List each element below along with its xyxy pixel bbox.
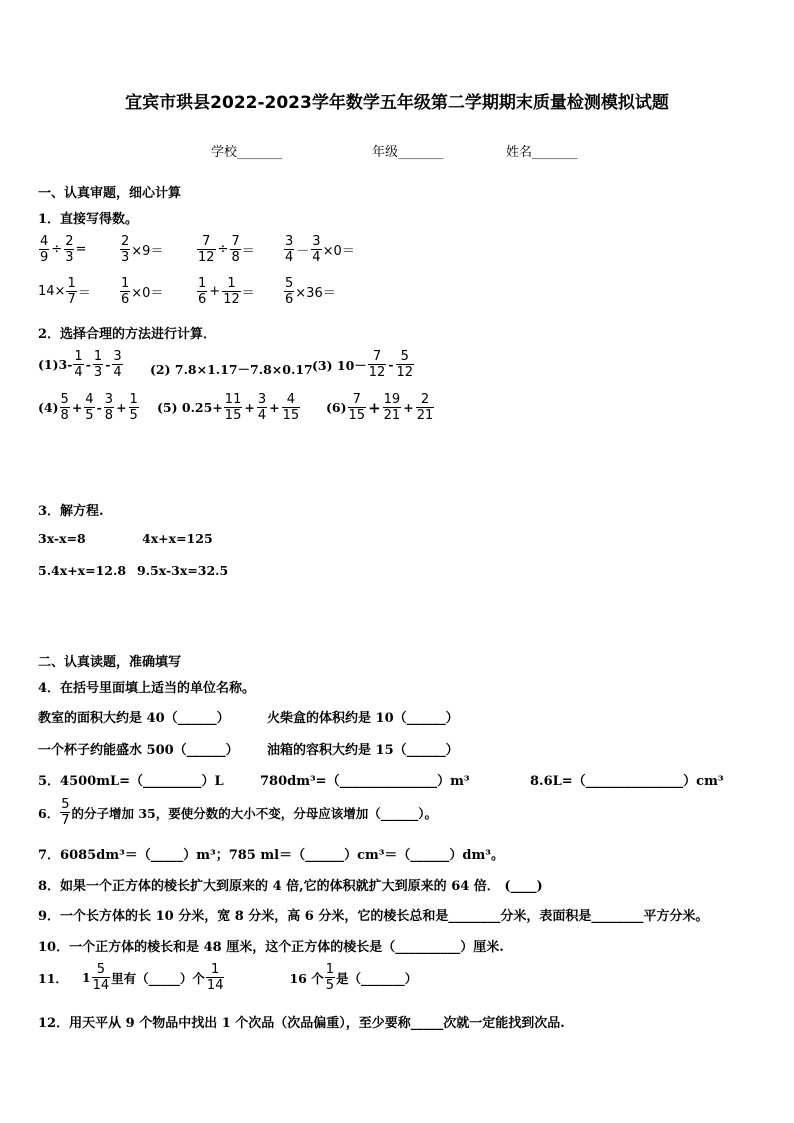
q1-expr-8: $\frac{5}{6}$ ×36＝ — [285, 276, 336, 307]
q2-problem-4: (4) $\frac{5}{8}$ + $\frac{4}{5}$ - $\frac{3}{8}$ + $\frac{1}{5}$ — [38, 392, 138, 423]
q1-expr-7: $\frac{1}{6}$ + $\frac{1}{12}$ ＝ — [198, 276, 255, 307]
q4-label: 4．在括号里面填上适当的单位名称。 — [38, 681, 256, 696]
q1-expr-5: 14× $\frac{1}{7}$ ＝ — [38, 276, 91, 307]
grade-field[interactable]: 年级_______ — [372, 145, 444, 160]
q3-equation-3: 5.4x+x=12.8 — [38, 563, 127, 578]
q1-expr-6: $\frac{1}{6}$ ×0＝ — [121, 276, 164, 307]
q11: 11． 1 $\frac{5}{14}$ 里有（_____）个 $\frac{1}{14}$ 16 个 $\frac{1}{5}$ 是（_______） — [38, 962, 418, 993]
q1-label: 1．直接写得数。 — [38, 212, 139, 227]
q5-part-a: 5．4500mL=（_________）L — [38, 774, 224, 789]
q1-expr-1: $\frac{4}{9}$ ÷ $\frac{2}{3}$ = — [40, 234, 87, 265]
q2-problem-1: (1)3- $\frac{1}{4}$ - $\frac{1}{3}$ - $\frac{3}{4}$ — [38, 349, 122, 380]
q2-problem-3: (3) 10－ $\frac{7}{12}$ - $\frac{5}{12}$ — [312, 349, 414, 380]
name-field[interactable]: 姓名_______ — [506, 145, 578, 160]
q3-equation-1: 3x-x=8 — [38, 531, 86, 546]
q7: 7．6085dm³＝（_____）m³；785 ml＝（______）cm³＝（______）dm³。 — [38, 848, 504, 863]
q4-item-a: 教室的面积大约是 40（______） — [38, 711, 230, 726]
q2-label: 2．选择合理的方法进行计算． — [38, 327, 217, 342]
q3-equation-2: 4x+x=125 — [142, 531, 213, 546]
q1-expr-4: $\frac{3}{4}$ － $\frac{3}{4}$ ×0＝ — [285, 234, 355, 265]
q2-problem-2: (2) 7.8×1.17－7.8×0.17 — [150, 362, 313, 377]
q9: 9．一个长方体的长 10 分米，宽 8 分米，高 6 分米，它的棱长总和是________分米，表面积是________平方分米。 — [38, 909, 709, 924]
q4-item-c: 一个杯子约能盛水 500（______） — [38, 743, 239, 758]
q5-part-b: 780dm³=（_______________）m³ — [260, 774, 470, 789]
section-1-heading: 一、认真审题，细心计算 — [38, 186, 182, 201]
q8: 8．如果一个正方体的棱长扩大到原来的 4 倍,它的体积就扩大到原来的 64 倍． (____) — [38, 879, 543, 894]
q1-expr-3: $\frac{7}{12}$ ÷ $\frac{7}{8}$ ＝ — [198, 234, 255, 265]
q5-part-c: 8.6L=（_______________）cm³ — [530, 774, 724, 789]
q4-item-d: 油箱的容积大约是 15（______） — [267, 743, 459, 758]
q2-problem-6: (6) $\frac{7}{15}$ + $\frac{19}{21}$ + $\frac{2}{21}$ — [326, 392, 434, 423]
q10: 10．一个正方体的棱长和是 48 厘米，这个正方体的棱长是（__________）厘米. — [38, 940, 504, 955]
page-title: 宜宾市珙县2022-2023学年数学五年级第二学期期末质量检测模拟试题 — [125, 93, 669, 113]
q4-item-b: 火柴盒的体积约是 10（______） — [267, 711, 459, 726]
q1-expr-2: $\frac{2}{3}$ ×9＝ — [121, 234, 164, 265]
q6: 6． $\frac{5}{7}$ 的分子增加 35，要使分数的大小不变，分母应该增加（______）。 — [38, 797, 437, 828]
q3-label: 3．解方程. — [38, 504, 104, 519]
q2-problem-5: (5) 0.25+ $\frac{11}{15}$ + $\frac{3}{4}$ + $\frac{4}{15}$ — [157, 392, 300, 423]
school-field[interactable]: 学校_______ — [211, 145, 283, 160]
q12: 12．用天平从 9 个物品中找出 1 个次品（次品偏重），至少要称_____次就一定能找到次品. — [38, 1016, 565, 1031]
section-2-heading: 二、认真读题，准确填写 — [38, 655, 182, 670]
q3-equation-4: 9.5x-3x=32.5 — [137, 563, 229, 578]
